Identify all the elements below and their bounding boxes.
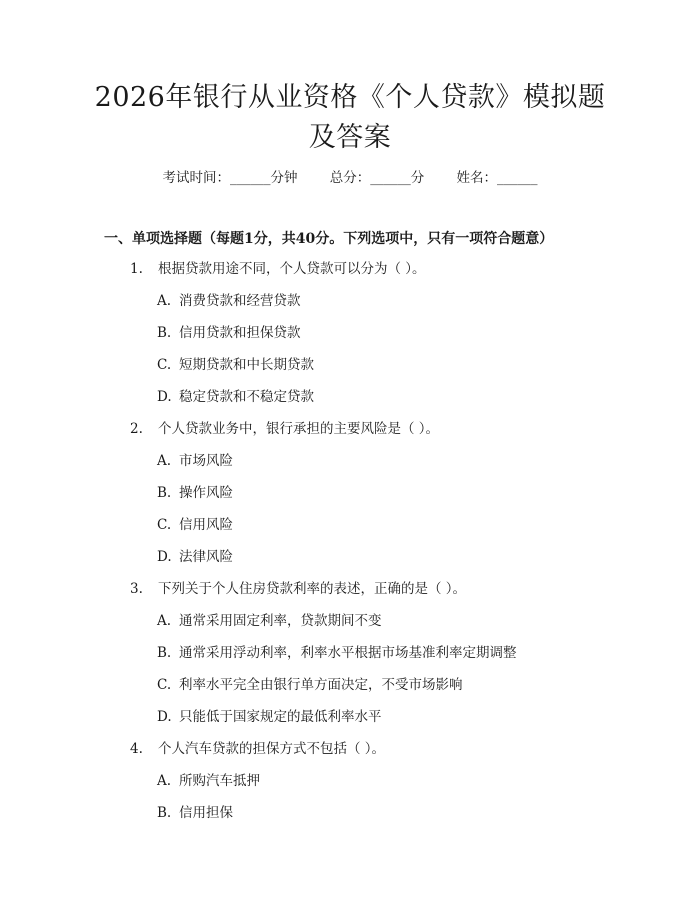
- option-2a: [157, 452, 233, 470]
- option-letter: C.: [157, 677, 172, 693]
- option-4a: [157, 772, 260, 790]
- option-letter: D.: [157, 549, 172, 565]
- name-field: 姓名：______: [456, 170, 538, 186]
- question-3: [130, 580, 466, 598]
- exam-time-field: 考试时间：______分钟: [162, 170, 298, 186]
- question-number: 3.: [130, 581, 143, 597]
- option-2d: [157, 548, 233, 566]
- option-text: 利率水平完全由银行单方面决定，不受市场影响: [179, 677, 463, 693]
- option-1b: [157, 324, 301, 342]
- option-3d: [157, 708, 382, 726]
- document-title: 2026年银行从业资格《个人贷款》模拟题及答案: [94, 82, 606, 153]
- option-text: 通常采用固定利率，贷款期间不变: [179, 613, 382, 629]
- option-3a: [157, 612, 382, 630]
- option-text: 市场风险: [179, 453, 233, 469]
- option-letter: C.: [157, 357, 172, 373]
- question-text: 根据贷款用途不同，个人贷款可以分为（ ）。: [158, 261, 426, 277]
- question-number: 1.: [130, 261, 143, 277]
- question-text: 个人贷款业务中，银行承担的主要风险是（ ）。: [158, 421, 440, 437]
- option-text: 稳定贷款和不稳定贷款: [179, 389, 314, 405]
- option-1a: [157, 292, 301, 310]
- option-text: 只能低于国家规定的最低利率水平: [179, 709, 382, 725]
- option-2b: [157, 484, 233, 502]
- question-number: 4.: [130, 741, 143, 757]
- option-text: 通常采用浮动利率，利率水平根据市场基准利率定期调整: [179, 645, 517, 661]
- option-text: 操作风险: [179, 485, 233, 501]
- option-3b: [157, 644, 517, 662]
- option-text: 信用担保: [179, 805, 233, 821]
- option-letter: D.: [157, 389, 172, 405]
- total-score-field: 总分：______分: [329, 170, 425, 186]
- option-text: 短期贷款和中长期贷款: [179, 357, 314, 373]
- question-4: [130, 740, 385, 758]
- option-text: 信用风险: [179, 517, 233, 533]
- question-text: 下列关于个人住房贷款利率的表述，正确的是（ ）。: [158, 581, 467, 597]
- option-letter: D.: [157, 709, 172, 725]
- option-letter: B.: [157, 645, 172, 661]
- option-letter: A.: [157, 613, 172, 629]
- option-letter: A.: [157, 773, 172, 789]
- question-number: 2.: [130, 421, 143, 437]
- option-letter: A.: [157, 453, 172, 469]
- option-letter: B.: [157, 325, 172, 341]
- question-text: 个人汽车贷款的担保方式不包括（ ）。: [158, 741, 386, 757]
- option-3c: [157, 676, 463, 694]
- option-letter: B.: [157, 485, 172, 501]
- question-1: [130, 260, 426, 278]
- section-heading: 一、单项选择题（每题1分，共40分。下列选项中，只有一项符合题意）: [104, 231, 554, 247]
- option-1d: [157, 388, 314, 406]
- option-letter: B.: [157, 805, 172, 821]
- option-text: 信用贷款和担保贷款: [179, 325, 301, 341]
- exam-info-line: [0, 169, 700, 187]
- option-letter: A.: [157, 293, 172, 309]
- option-letter: C.: [157, 517, 172, 533]
- option-text: 法律风险: [179, 549, 233, 565]
- option-4b: [157, 804, 233, 822]
- option-text: 所购汽车抵押: [179, 773, 260, 789]
- question-2: [130, 420, 439, 438]
- option-2c: [157, 516, 233, 534]
- option-1c: [157, 356, 314, 374]
- option-text: 消费贷款和经营贷款: [179, 293, 301, 309]
